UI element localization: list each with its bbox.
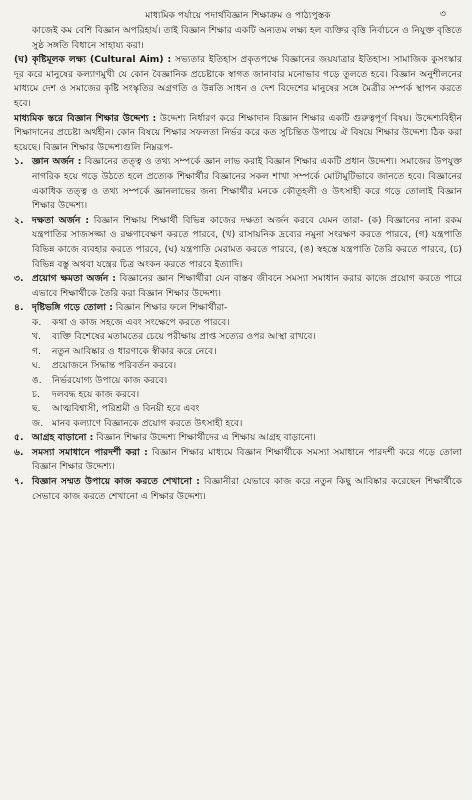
sub-item-text: প্রয়োজনে সিদ্ধান্ত পরিবর্তন করবে। bbox=[52, 360, 177, 372]
sub-item-text: নতুন আবিষ্কার ও ধারণাকে স্বীকার করে নেবে। bbox=[52, 345, 217, 357]
objectives-heading: মাধ্যমিক স্তরে বিজ্ঞান শিক্ষার উদ্দেশ্য : bbox=[14, 112, 157, 124]
objective-item bbox=[14, 214, 462, 272]
sub-item-key: ঘ. bbox=[32, 360, 41, 372]
item-number: ৫. bbox=[14, 432, 24, 444]
item-heading: দক্ষতা অর্জন : bbox=[32, 214, 90, 226]
cultural-aim-paragraph bbox=[14, 53, 462, 111]
item-text: বিজ্ঞান শিক্ষার মাধ্যমে বিজ্ঞান শিক্ষার্থীকে সমস্যা সমাধানে পারদর্শী করে গড়ে তোলা বিজ্ঞান শিক্ষার উদ্দেশ্য। bbox=[32, 446, 462, 473]
item-heading: সমস্যা সমাধানে পারদর্শী করা : bbox=[32, 446, 148, 458]
item-heading: দৃষ্টিভঙ্গি গড়ে তোলা : bbox=[32, 302, 113, 314]
sub-item-text: কথা ও কাজ সহজে এবং সংক্ষেপে করতে পারবে। bbox=[52, 316, 230, 328]
item-number: ৪. bbox=[14, 302, 24, 314]
sub-item bbox=[14, 345, 462, 359]
cultural-aim-text: সভ্যতার ইতিহাস প্রকৃতপক্ষে বিজ্ঞানের জয়যাত্রার ইতিহাস। সামাজিক কুসংস্কার দূর করে মানুষের কল্যাণমুখী যে কোন বৈজ্ঞানিক প্রচেষ্টাকে স্বাগত জানাবার মনোভাব গড়ে তুলতে হবে। বিজ্ঞান অনুশীলনের মাধ্যমে দেশ ও সমাজের কৃষ্টি সংস্কৃতির অগ্রগতি ও উন্নতি সাধন ও দেশ বিদেশের মানুষের সঙ্গে মৈত্রীর সম্পর্ক স্থাপন করতে হবে। bbox=[14, 54, 462, 109]
item-text: বিজ্ঞান শিক্ষার উদ্দেশ্য শিক্ষার্থীদের এ শিক্ষায় আগ্রহ বাড়ানো। bbox=[93, 432, 316, 444]
item-heading: বিজ্ঞান সম্মত উপায়ে কাজ করতে শেখানো : bbox=[32, 475, 200, 487]
item-body bbox=[14, 272, 462, 301]
item-number: ১. bbox=[14, 156, 24, 168]
objectives-text: উদ্দেশ্য নির্ধারণ করে শিক্ষাদান বিজ্ঞান শিক্ষার একটি গুরুত্বপূর্ণ বিষয়। উদ্দেশ্যবিহীন শিক্ষাদানের প্রচেষ্টা অর্থহীন। কোন বিষয়ে শিক্ষার সফলতা নির্ভর করে কত সুচিন্তিত উপায়ে ঐ বিষয়ে শিক্ষার উদ্দেশ্য ঠিক করা হয়েছে। বিজ্ঞান শিক্ষার উদ্দেশ্যগুলি নিম্নরূপ- bbox=[14, 112, 462, 153]
item-number: ৩. bbox=[14, 273, 24, 285]
item-heading: জ্ঞান অর্জন : bbox=[32, 156, 82, 168]
objective-item bbox=[14, 301, 462, 316]
page-number: ৩ bbox=[439, 9, 446, 20]
item-number: ৬. bbox=[14, 446, 24, 458]
item-body bbox=[14, 431, 462, 446]
sub-item bbox=[14, 316, 462, 330]
running-header bbox=[14, 0, 462, 24]
item-heading: প্রয়োগ ক্ষমতা অর্জন : bbox=[32, 273, 116, 285]
objective-item bbox=[14, 475, 462, 504]
sub-item-key: ছ. bbox=[32, 403, 41, 415]
sub-item-key: জ. bbox=[32, 417, 44, 429]
item-text: বিজ্ঞানীরা যেভাবে কাজ করে নতুন কিছু আবিষ্কার করেছেন শিক্ষার্থীকে সেভাবে কাজ করতে শেখানো এ শিক্ষার উদ্দেশ্য। bbox=[32, 475, 462, 502]
header-title: মাধ্যমিক পর্যায়ে পদার্থবিজ্ঞান শিক্ষাক্রম ও পাঠ্যপুস্তক bbox=[145, 10, 331, 21]
objectives-paragraph bbox=[14, 112, 462, 156]
item-body bbox=[14, 155, 462, 213]
sub-item bbox=[14, 417, 462, 431]
item-text: বিজ্ঞানের জ্ঞান শিক্ষার্থীরা যেন বাস্তব জীবনে সমস্যা সমাধান করার কাজে প্রয়োগ করতে পারে এভাবে শিক্ষার্থীকে তৈরি করা বিজ্ঞান শিক্ষার উদ্দেশ্য। bbox=[32, 273, 462, 299]
item-number: ২. bbox=[14, 214, 24, 226]
item-number: ৭. bbox=[14, 475, 24, 487]
objective-item bbox=[14, 272, 462, 301]
attitude-sublist bbox=[14, 316, 462, 431]
objective-list bbox=[14, 155, 462, 504]
sub-item-key: খ. bbox=[32, 331, 41, 343]
item-text: বিজ্ঞান শিক্ষার ফলে শিক্ষার্থীরা- bbox=[112, 302, 228, 314]
item-heading: আগ্রহ বাড়ানো : bbox=[32, 432, 94, 444]
objective-item bbox=[14, 431, 462, 446]
sub-item-key: চ. bbox=[32, 388, 40, 400]
objective-item bbox=[14, 155, 462, 213]
sub-item bbox=[14, 374, 462, 388]
sub-item-key: ক. bbox=[32, 316, 42, 328]
item-body bbox=[14, 475, 462, 504]
item-body bbox=[14, 214, 462, 272]
item-text: বিজ্ঞান শিক্ষায় শিক্ষার্থী বিভিন্ন কাজের দক্ষতা অর্জন করবে যেমন তারা- (ক) বিজ্ঞানের নানা রকম যন্ত্রপাতির সাজসজ্জা ও রক্ষণাবেক্ষণ করতে পারবে, (খ) রাসায়নিক দ্রব্যের নমুনা সংরক্ষণ করতে পারবে, (গ) যন্ত্রপাতি বিভিন্ন কাজে ব্যবহার করতে পারবে, (ঘ) যন্ত্রপাতি মেরামত করতে পারবে, (ঙ) স্বহস্তে যন্ত্রপাতি তৈরি করতে পারবে, (চ) বিভিন্ন বস্তু অথবা যন্ত্রের চিত্র অংকন করতে পারবে ইত্যাদি। bbox=[32, 214, 462, 270]
sub-item bbox=[14, 402, 462, 416]
sub-item bbox=[14, 359, 462, 373]
intro-paragraph: কাজেই কম বেশি বিজ্ঞান অপরিহার্য। তাই বিজ্ঞান শিক্ষার একটি অন্যতম লক্ষ্য হল ব্যক্তির বৃত্তি নির্বাচনে ও নিযুক্ত বৃত্তিতে সুষ্ঠ সঙ্গতি বিধানে সাহায্য করা। bbox=[32, 25, 462, 51]
sub-item bbox=[14, 388, 462, 402]
item-body bbox=[14, 446, 462, 475]
cultural-aim-heading: (ঘ) কৃষ্টিমূলক লক্ষ্য (Cultural Aim) : bbox=[14, 54, 172, 66]
sub-item-key: গ. bbox=[32, 345, 41, 357]
item-body bbox=[14, 301, 462, 316]
sub-item-text: আত্মবিশ্বাসী, পরিশ্রমী ও বিনয়ী হবে এবং bbox=[52, 403, 200, 415]
sub-item bbox=[14, 330, 462, 344]
sub-item-text: মানব কল্যাণে বিজ্ঞানকে প্রয়োগ করতে উৎসাহী হবে। bbox=[52, 417, 243, 429]
sub-item-text: নির্ভরযোগ্য উপায়ে কাজ করবে। bbox=[52, 374, 168, 386]
sub-item-key: ঙ. bbox=[32, 374, 42, 386]
item-text: বিজ্ঞানের তত্ত্ব ও তথ্য সম্পর্কে জ্ঞান লাভ করাই বিজ্ঞান শিক্ষার একটি প্রধান উদ্দেশ্য। সমাজের উপযুক্ত নাগরিক হয়ে গড়ে উঠতে হলে প্রত্যেক শিক্ষার্থীর বিজ্ঞানের সকল শাখা সম্পর্কে মোটামুটিভাবে জানতে হবে। বিজ্ঞানের একাধিক তত্ত্ব ও তথ্য সম্পর্কে জ্ঞানলাভের জন্য শিক্ষার্থীর মনকে কৌতূহলী ও উৎসাহী করে গড়ে তোলাই বিজ্ঞান শিক্ষার উদ্দেশ্য। bbox=[32, 156, 462, 212]
objective-item bbox=[14, 446, 462, 475]
sub-item-text: দলবদ্ধ হয়ে কাজ করবে। bbox=[52, 388, 140, 400]
sub-item-text: ব্যক্তি বিশেষের মতামতের চেয়ে পরীক্ষায় প্রাপ্ত সত্যের ওপর আস্থা রাখবে। bbox=[52, 331, 316, 343]
